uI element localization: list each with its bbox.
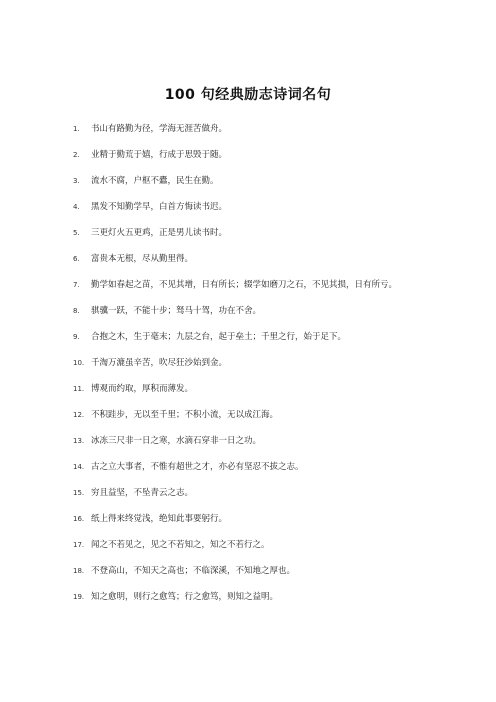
- list-item-number: 10.: [73, 358, 85, 367]
- page-title: 100 句经典励志诗词名句: [164, 87, 332, 103]
- list-item: [0, 302, 496, 322]
- list-item-text: 黑发不知勤学早，白首方悔读书迟。: [91, 201, 228, 212]
- list-item-text: 博观而约取，厚积而薄发。: [91, 383, 194, 394]
- list-item: [0, 328, 496, 348]
- list-item-text: 不积跬步，无以至千里；不积小流，无以成江海。: [91, 409, 279, 420]
- list-item: [0, 224, 496, 244]
- list-item-number: 3.: [73, 176, 80, 185]
- list-item: [0, 198, 496, 218]
- list-item-number: 2.: [73, 150, 80, 159]
- list-item-text: 骐骥一跃，不能十步；驽马十驾，功在不舍。: [91, 305, 262, 316]
- list-item-text: 流水不腐，户枢不蠹，民生在勤。: [91, 175, 219, 186]
- list-item: [0, 380, 496, 400]
- list-item: [0, 458, 496, 478]
- list-item-number: 5.: [73, 228, 80, 237]
- list-item-number: 1.: [73, 125, 80, 133]
- list-item-number: 9.: [73, 332, 80, 341]
- list-item-text: 古之立大事者，不惟有超世之才，亦必有坚忍不拔之志。: [91, 461, 304, 472]
- quote-list: [0, 120, 496, 614]
- list-item-text: 千淘万漉虽辛苦，吹尽狂沙始到金。: [91, 357, 228, 368]
- list-item-text: 合抱之木，生于毫末；九层之台，起于垒土；千里之行，始于足下。: [91, 331, 347, 342]
- list-item-number: 4.: [73, 202, 80, 211]
- list-item-text: 穷且益坚，不坠青云之志。: [91, 487, 194, 498]
- list-item-number: 19.: [73, 592, 85, 601]
- list-item: [0, 510, 496, 530]
- list-item: [0, 562, 496, 582]
- list-item-text: 勤学如春起之苗，不见其增，日有所长；辍学如磨刀之石，不见其损，日有所亏。: [91, 279, 398, 290]
- list-item: [0, 146, 496, 166]
- list-item-number: 14.: [73, 462, 85, 471]
- list-item: [0, 354, 496, 374]
- list-item-text: 三更灯火五更鸡，正是男儿读书时。: [91, 227, 228, 238]
- list-item-number: 15.: [73, 488, 85, 497]
- list-item-text: 纸上得来终觉浅，绝知此事要躬行。: [91, 513, 228, 524]
- list-item: [0, 588, 496, 608]
- list-item: [0, 432, 496, 452]
- list-item: [0, 250, 496, 270]
- list-item-number: 7.: [73, 280, 80, 289]
- list-item: [0, 484, 496, 504]
- list-item: [0, 276, 496, 296]
- list-item: [0, 406, 496, 426]
- list-item-number: 13.: [73, 436, 85, 445]
- list-item-text: 富贵本无根，尽从勤里得。: [91, 253, 194, 264]
- list-item-text: 业精于勤荒于嬉，行成于思毁于随。: [91, 149, 228, 160]
- list-item-number: 18.: [73, 566, 85, 575]
- list-item-number: 11.: [73, 384, 85, 393]
- list-item-text: 闻之不若见之，见之不若知之，知之不若行之。: [91, 539, 270, 550]
- list-item-text: 冰冻三尺非一日之寒，水滴石穿非一日之功。: [91, 435, 262, 446]
- list-item: [0, 536, 496, 556]
- list-item-text: 书山有路勤为径，学海无涯苦做舟。: [91, 124, 228, 134]
- list-item-number: 17.: [73, 540, 85, 549]
- list-item-text: 知之愈明，则行之愈笃；行之愈笃，则知之益明。: [91, 591, 279, 602]
- list-item-text: 不登高山，不知天之高也；不临深溪，不知地之厚也。: [91, 565, 296, 576]
- list-item-number: 16.: [73, 514, 85, 523]
- list-item-number: 12.: [73, 410, 85, 419]
- list-item-number: 6.: [73, 254, 80, 263]
- list-item: [0, 172, 496, 192]
- list-item: [0, 120, 496, 140]
- list-item-number: 8.: [73, 306, 80, 315]
